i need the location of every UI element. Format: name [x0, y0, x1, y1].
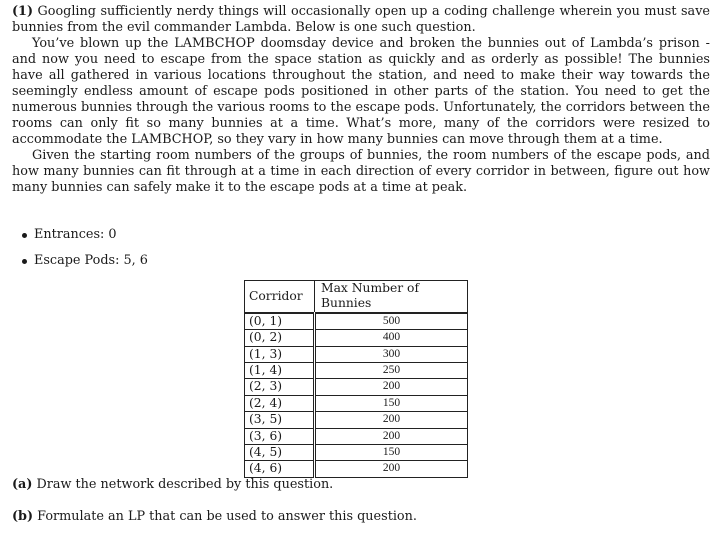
max-bunnies-cell: 250	[315, 363, 468, 379]
bullet-escape-pods	[22, 253, 148, 269]
header-corridor: Corridor	[245, 281, 315, 313]
max-bunnies-cell: 300	[315, 346, 468, 362]
part-a-label: (a)	[12, 477, 33, 492]
bullet-entrances	[22, 227, 117, 243]
corridor-cell: (3, 5)	[245, 412, 315, 428]
max-bunnies-cell: 200	[315, 412, 468, 428]
table-header-row	[245, 281, 468, 313]
table-row	[245, 330, 468, 346]
part-b	[12, 509, 417, 525]
corridor-table	[244, 280, 468, 478]
bullet-icon	[22, 233, 27, 238]
intro-paragraph	[12, 4, 710, 36]
part-a	[12, 477, 333, 493]
problem-statement	[12, 4, 710, 196]
corridor-cell: (1, 3)	[245, 346, 315, 362]
table-row	[245, 461, 468, 477]
corridor-cell: (2, 3)	[245, 379, 315, 395]
corridor-cell: (2, 4)	[245, 395, 315, 411]
table-row	[245, 363, 468, 379]
bullet-text: Entrances: 0	[34, 227, 117, 242]
bullet-list-2	[22, 253, 148, 269]
max-bunnies-cell: 150	[315, 445, 468, 461]
corridor-cell: (4, 5)	[245, 445, 315, 461]
intro-text: Googling sufficiently nerdy things will occasionally open up a coding challenge wherein you must save bunnies from the evil commander Lambda. Below is one such question.	[12, 4, 710, 35]
part-a-text: Draw the network described by this question.	[36, 477, 334, 492]
corridor-cell: (1, 4)	[245, 363, 315, 379]
question-number: (1)	[12, 4, 34, 19]
header-max-bunnies: Max Number of Bunnies	[315, 281, 468, 313]
corridor-cell: (0, 1)	[245, 313, 315, 330]
bullet-list	[22, 227, 117, 243]
max-bunnies-cell: 200	[315, 461, 468, 477]
table-row	[245, 395, 468, 411]
corridor-cell: (3, 6)	[245, 428, 315, 444]
max-bunnies-cell: 200	[315, 379, 468, 395]
max-bunnies-cell: 200	[315, 428, 468, 444]
max-bunnies-cell: 150	[315, 395, 468, 411]
corridor-cell: (0, 2)	[245, 330, 315, 346]
corridor-table-wrap	[244, 280, 468, 478]
table-row	[245, 428, 468, 444]
table-row	[245, 445, 468, 461]
table-row	[245, 313, 468, 330]
max-bunnies-cell: 400	[315, 330, 468, 346]
table-row	[245, 412, 468, 428]
table-body	[245, 313, 468, 478]
bullet-icon	[22, 259, 27, 264]
max-bunnies-cell: 500	[315, 313, 468, 330]
part-b-label: (b)	[12, 509, 34, 524]
task-paragraph: Given the starting room numbers of the groups of bunnies, the room numbers of the escape pods, and how many bunnies can fit through at a time in each direction of every corridor in between, figure out how many bunnies can safely make it to the escape pods at a time at peak.	[12, 148, 710, 195]
part-b-text: Formulate an LP that can be used to answer this question.	[37, 509, 417, 524]
bullet-text: Escape Pods: 5, 6	[34, 253, 148, 268]
corridor-cell: (4, 6)	[245, 461, 315, 477]
table-row	[245, 346, 468, 362]
table-row	[245, 379, 468, 395]
scenario-paragraph: You’ve blown up the LAMBCHOP doomsday device and broken the bunnies out of Lambda’s prison - and now you need to escape from the space station as quickly and as orderly as possible! The bunnies have all gathered in various locations throughout the station, and need to make their way towards the seemingly endless amount of escape pods positioned in other parts of the station. You need to get the numerous bunnies through the various rooms to the escape pods. Unfortunately, the corridors between the rooms can only fit so many bunnies at a time. What’s more, many of the corridors were resized to accommodate the LAMBCHOP, so they vary in how many bunnies can move through them at a time.	[12, 36, 710, 147]
